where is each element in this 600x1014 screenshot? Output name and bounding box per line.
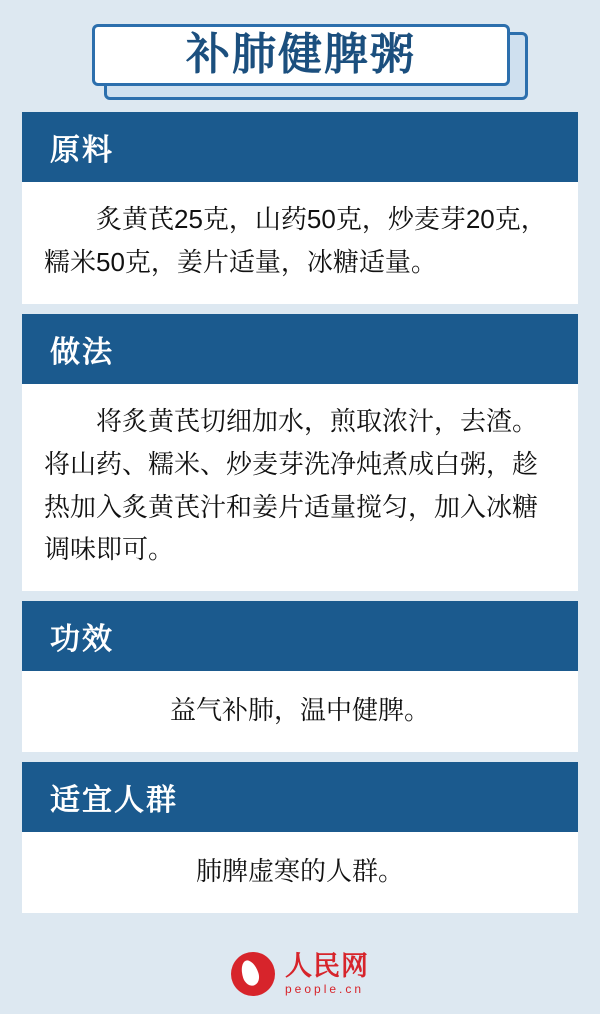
section-header-method: 做法 [22,314,578,384]
section-body-effect: 益气补肺，温中健脾。 [22,671,578,752]
section-body-audience: 肺脾虚寒的人群。 [22,832,578,913]
section-header-effect: 功效 [22,601,578,671]
people-cn-logo-icon [231,952,275,996]
section-header-ingredients: 原料 [22,112,578,182]
section-body-method: 将炙黄芪切细加水，煎取浓汁，去渣。将山药、糯米、炒麦芽洗净炖煮成白粥，趁热加入炙黄芪汁和姜片适量搅匀，加入冰糖调味即可。 [22,384,578,592]
logo-text [285,953,369,995]
footer-logo [0,952,600,996]
section-header-audience: 适宜人群 [22,762,578,832]
logo-chinese-name: 人民网 [285,951,369,981]
section-body-ingredients: 炙黄芪25克，山药50克，炒麦芽20克，糯米50克，姜片适量，冰糖适量。 [22,182,578,304]
content-card [22,112,578,913]
title-banner [0,0,600,86]
title-box [92,24,510,86]
section-divider [22,752,578,762]
section-divider [22,591,578,601]
page-title: 补肺健脾粥 [186,30,416,79]
logo-english-name: people.cn [285,982,365,996]
section-divider [22,304,578,314]
